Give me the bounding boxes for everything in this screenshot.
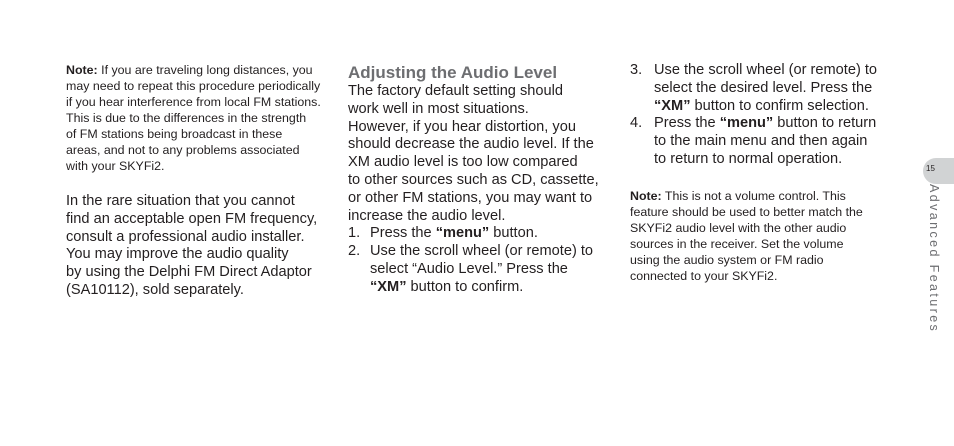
steps-list [630, 62, 900, 169]
paragraph-line: You may improve the audio quality [66, 246, 289, 263]
step-number: 4. [630, 115, 643, 132]
note-line: sources in the receiver. Set the volume [630, 236, 844, 251]
paragraph-line: The factory default setting should [348, 83, 563, 99]
note-line: if you hear interference from local FM stations. [66, 95, 321, 109]
note-line: feature should be used to better match the [630, 204, 863, 219]
paragraph-line: or other FM stations, you may want to [348, 189, 593, 206]
step-number: 1. [348, 225, 361, 242]
step-text: Press the [654, 115, 720, 132]
step-line: to return to normal operation. [654, 150, 843, 167]
step-text: button to return [773, 115, 877, 132]
list-item [630, 115, 900, 168]
note-line: If you are traveling long distances, you [101, 63, 313, 77]
steps-list [348, 225, 613, 296]
note-line: using the audio system or FM radio [630, 252, 824, 267]
column-left [66, 0, 331, 300]
note-line: of FM stations being broadcast in these [66, 127, 283, 141]
paragraph-line: to other sources such as CD, cassette, [348, 171, 599, 188]
step-text: button to confirm. [406, 278, 524, 295]
section-heading: Adjusting the Audio Level [348, 63, 558, 82]
paragraph-line: XM audio level is too low compared [348, 154, 578, 171]
step-number: 3. [630, 62, 643, 78]
paragraph-line: consult a professional audio installer. [66, 228, 305, 245]
intro-paragraph [348, 83, 613, 225]
note-line: with your SKYFi2. [66, 159, 165, 173]
paragraph-line: work well in most situations. [348, 100, 529, 117]
note-line: connected to your SKYFi2. [630, 268, 778, 283]
note-line: This is not a volume control. This [664, 188, 846, 203]
list-item [348, 225, 613, 243]
menu-keyword: “menu” [435, 225, 490, 242]
note-line: may need to repeat this procedure periodically [66, 79, 321, 93]
note-block [630, 188, 900, 284]
paragraph-line: (SA10112), sold separately. [66, 281, 244, 298]
note-label: Note: [630, 188, 662, 203]
page-number: 15 [926, 164, 935, 173]
paragraph-line: by using the Delphi FM Direct Adaptor [66, 264, 312, 281]
step-line: select “Audio Level.” Press the [370, 260, 568, 277]
section-label: Advanced Features [927, 184, 941, 334]
step-text: button to confirm selection. [690, 97, 869, 114]
note-label: Note: [66, 63, 98, 77]
note-line: This is due to the differences in the strength [66, 111, 307, 125]
note-line: SKYFi2 audio level with the other audio [630, 220, 847, 235]
step-line: select the desired level. Press the [654, 79, 873, 96]
list-item [630, 62, 900, 115]
paragraph-line: should decrease the audio level. If the [348, 136, 594, 153]
step-text: button. [489, 225, 538, 242]
step-line: Use the scroll wheel (or remote) to [654, 62, 878, 78]
paragraph-line: However, if you hear distortion, you [348, 118, 576, 135]
xm-keyword: “XM” [370, 278, 407, 295]
paragraph-line: increase the audio level. [348, 207, 506, 224]
note-line: areas, and not to any problems associated [66, 143, 300, 157]
note-block [66, 62, 331, 174]
step-number: 2. [348, 243, 361, 260]
list-item [348, 243, 613, 296]
body-paragraph [66, 193, 331, 300]
paragraph-line: In the rare situation that you cannot [66, 193, 295, 209]
column-middle [348, 0, 613, 297]
step-line: Use the scroll wheel (or remote) to [370, 243, 594, 260]
paragraph-line: find an acceptable open FM frequency, [66, 210, 318, 227]
xm-keyword: “XM” [654, 97, 691, 114]
column-right [630, 0, 900, 284]
step-line: to the main menu and then again [654, 133, 868, 150]
menu-keyword: “menu” [719, 115, 774, 132]
step-text: Press the [370, 225, 436, 242]
